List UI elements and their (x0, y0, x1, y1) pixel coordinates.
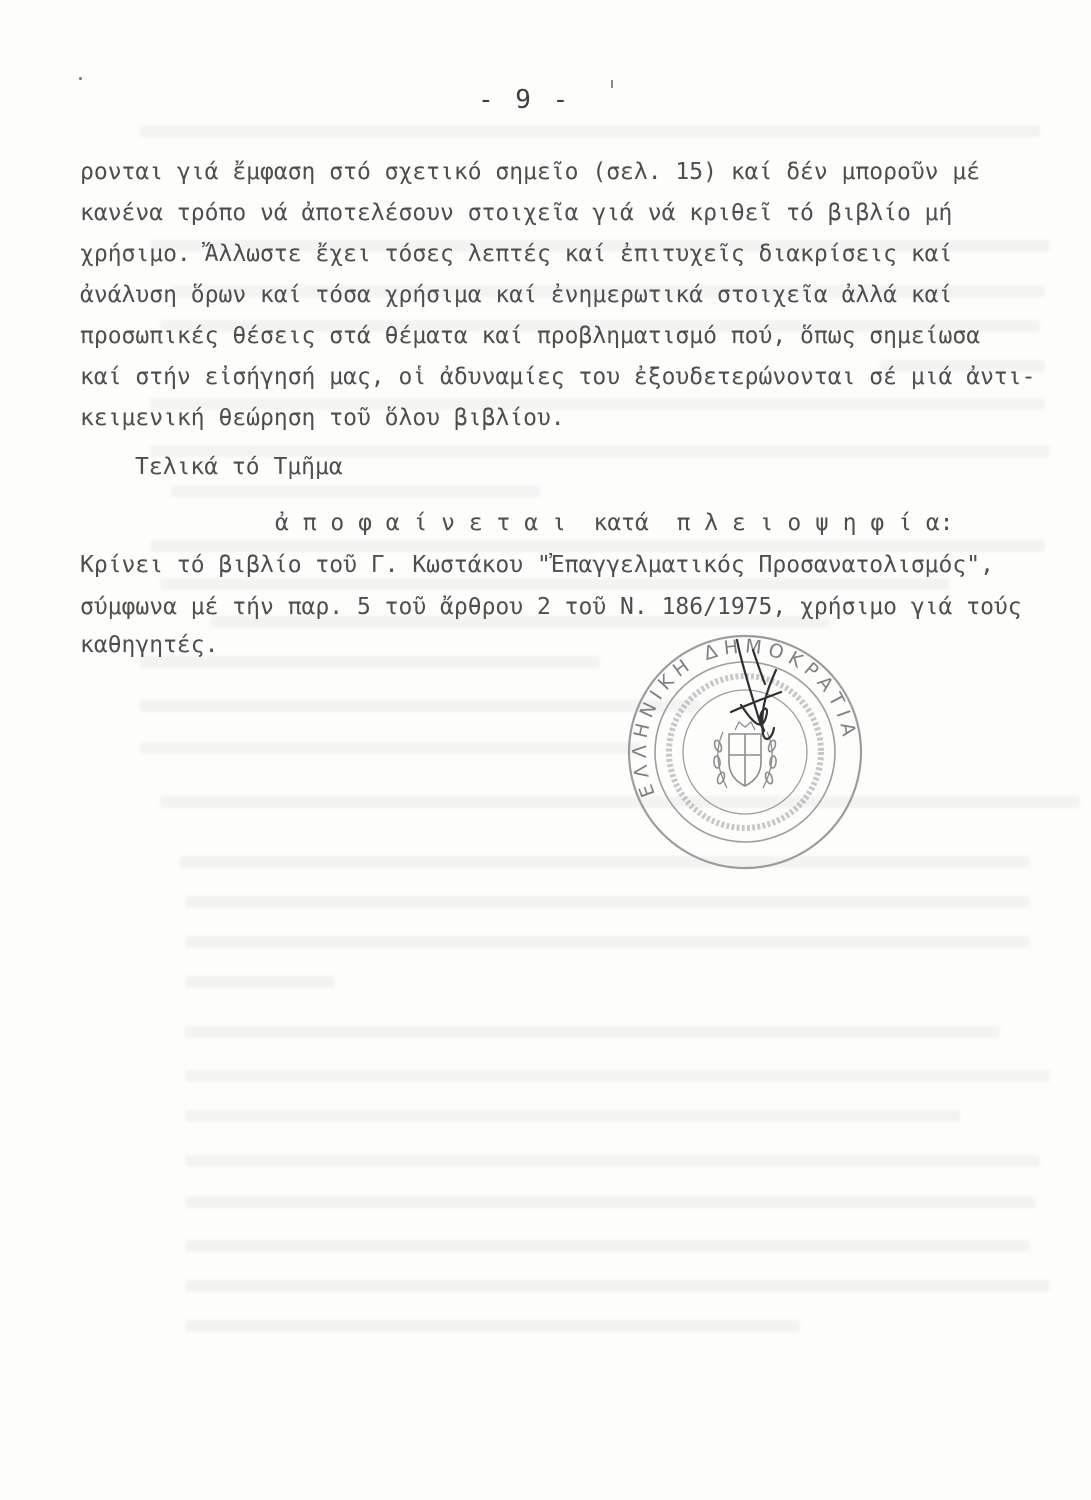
show-through-line (185, 1320, 800, 1332)
ruling-line: καθηγητές. (80, 632, 219, 658)
show-through-line (185, 1026, 1000, 1038)
show-through-line (140, 742, 640, 754)
official-stamp (615, 622, 875, 882)
show-through-line (185, 936, 1030, 948)
body-line: χρήσιμο. Ἄλλωστε ἔχει τόσες λεπτές καί ἐπιτυχεῖς διακρίσεις καί (80, 241, 953, 267)
show-through-line (185, 1155, 1040, 1167)
body-line: προσωπικές θέσεις στά θέματα καί προβληματισμό πού, ὅπως σημείωσα (80, 323, 981, 349)
stray-mark (79, 77, 82, 80)
body-line: ρονται γιά ἔμφαση στό σχετικό σημεῖο (σελ. 15) καί δέν μποροῦν μέ (80, 159, 981, 185)
closing-heading: Τελικά τό Τμῆμα (135, 454, 343, 480)
show-through-line (185, 1196, 1035, 1208)
show-through-line (185, 1110, 960, 1122)
show-through-line (185, 1070, 1050, 1082)
show-through-line (140, 125, 1040, 137)
stray-mark (611, 80, 613, 88)
page-number: - 9 - (478, 85, 572, 115)
show-through-line (185, 896, 1030, 908)
decision-line: ἀ π ο φ α ί ν ε τ α ι κατά π λ ε ι ο ψ η φ ί α: (275, 510, 954, 536)
show-through-line (180, 856, 1030, 868)
body-line: κανένα τρόπο νά ἀποτελέσουν στοιχεῖα γιά νά κριθεῖ τό βιβλίο μή (80, 200, 953, 226)
ruling-line: σύμφωνα μέ τήν παρ. 5 τοῦ ἄρθρου 2 τοῦ Ν. 186/1975, χρήσιμο γιά τούς (80, 594, 1022, 620)
stamp-outer-text: ΕΛΛΗΝΙΚΗ ΔΗΜΟΚΡΑΤΙΑ (628, 635, 861, 801)
ruling-line: Κρίνει τό βιβλίο τοῦ Γ. Κωστάκου "Ἐπαγγελματικός Προσανατολισμός", (80, 552, 994, 578)
coat-of-arms-icon (713, 722, 777, 788)
show-through-line (185, 976, 335, 988)
body-line: καί στήν εἰσήγησή μας, οἱ ἀδυναμίες του ἐξουδετερώνονται σέ μιά ἀντι- (80, 364, 1036, 390)
body-line: ἀνάλυση ὅρων καί τόσα χρήσιμα καί ἐνημερωτικά στοιχεῖα ἀλλά καί (80, 282, 953, 308)
show-through-line (185, 1280, 1050, 1292)
show-through-line (185, 1240, 1030, 1252)
body-line: κειμενική θεώρηση τοῦ ὅλου βιβλίου. (80, 405, 565, 431)
